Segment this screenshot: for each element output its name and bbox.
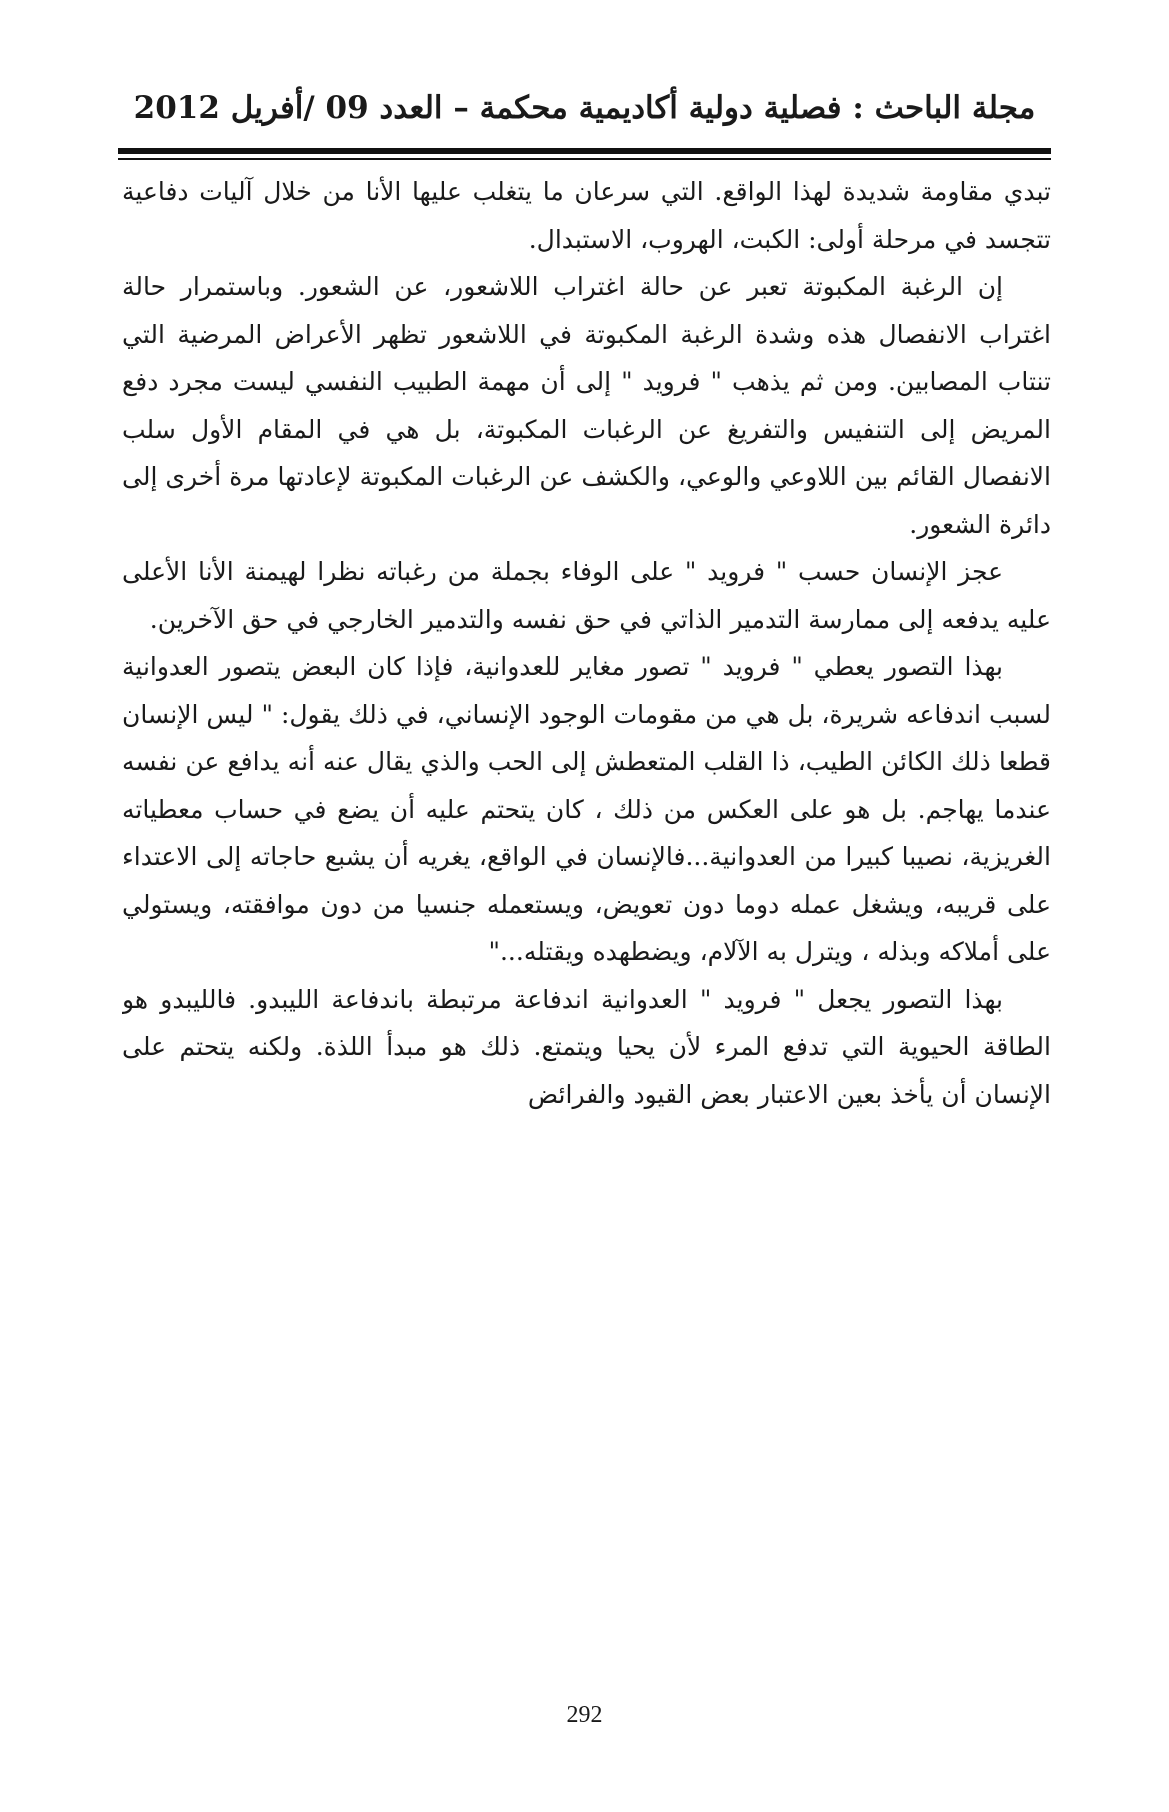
body-paragraph: عجز الإنسان حسب " فرويد " على الوفاء بجملة من رغباته نظرا لهيمنة الأنا الأعلى عليه يدفعه إلى ممارسة التدمير الذاتي في حق نفسه والتدمير الخارجي في حق الآخرين.: [122, 557, 1051, 634]
body-paragraph: تبدي مقاومة شديدة لهذا الواقع. التي سرعان ما يتغلب عليها الأنا من خلال آليات دفاعية تتجسد في مرحلة أولى: الكبت، الهروب، الاستبدال.: [122, 177, 1051, 254]
body-paragraph: إن الرغبة المكبوتة تعبر عن حالة اغتراب اللاشعور، عن الشعور. وباستمرار حالة اغتراب الانفصال هذه وشدة الرغبة المكبوتة في اللاشعور تظهر الأعراض المرضية التي تنتاب المصابين. ومن ثم يذهب " فرويد " إلى أن مهمة الطبيب النفسي ليست مجرد دفع المريض إلى التنفيس والتفريغ عن الرغبات المكبوتة، بل هي في المقام الأول سلب الانفصال القائم بين اللاوعي والوعي، والكشف عن الرغبات المكبوتة لإعادتها مرة أخرى إلى دائرة الشعور.: [122, 272, 1051, 539]
page-number: 292: [566, 1702, 603, 1728]
header-rule-thick: [118, 148, 1051, 154]
header-rule-thin: [118, 158, 1051, 160]
journal-title: مجلة الباحث : فصلية دولية أكاديمية محكمة – العدد 09 /أفريل 2012: [133, 90, 1036, 126]
body-paragraph: بهذا التصور يجعل " فرويد " العدوانية اندفاعة مرتبطة باندفاعة الليبدو. فالليبدو هو الطاقة الحيوية التي تدفع المرء لأن يحيا ويتمتع. ذلك هو مبدأ اللذة. ولكنه يتحتم على الإنسان أن يأخذ بعين الاعتبار بعض القيود والفرائض: [122, 984, 1051, 1109]
body-text: [122, 168, 1051, 1598]
body-paragraph: بهذا التصور يعطي " فرويد " تصور مغاير للعدوانية، فإذا كان البعض يتصور العدوانية لسبب اندفاعه شريرة، بل هي من مقومات الوجود الإنساني، في ذلك يقول: " ليس الإنسان قطعا ذلك الكائن الطيب، ذا القلب المتعطش إلى الحب والذي يقال عنه أنه يدافع عن نفسه عندما يهاجم. بل هو على العكس من ذلك ، كان يتحتم عليه أن يضع في حساب معطياته الغريزية، نصيبا كبيرا من العدوانية...فالإنسان في الواقع، يغريه أن يشبع حاجاته إلى الاعتداء على قريبه، ويشغل عمله دوما دون تعويض، ويستعمله جنسيا من دون موافقته، ويستولي على أملاكه وبذله ، ويترل به الآلام، ويضطهده ويقتله...": [122, 652, 1051, 966]
running-header: [118, 86, 1051, 146]
